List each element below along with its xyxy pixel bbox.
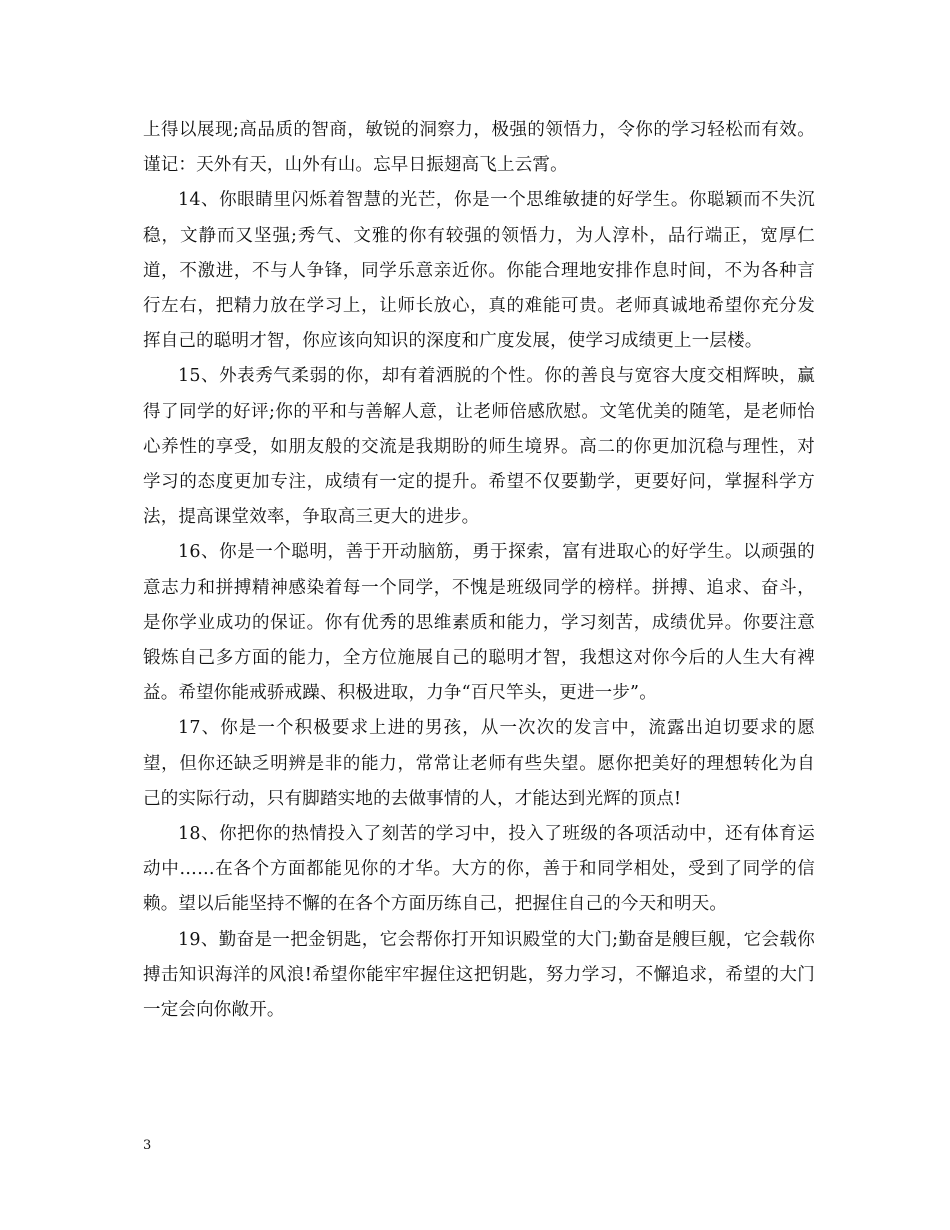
paragraph-16: 16、你是一个聪明，善于开动脑筋，勇于探索，富有进取心的好学生。以顽强的意志力和拼搏精神感染着每一个同学，不愧是班级同学的榜样。拼搏、追求、奋斗，是你学业成功的保证。你有优秀的思维素质和能力，学习刻苦，成绩优异。你要注意锻炼自己多方面的能力，全方位施展自己的聪明才智，我想这对你今后的人生大有裨益。希望你能戒骄戒躁、积极进取，力争“百尺竿头，更进一步”。 [143,542,815,704]
paragraph-15: 15、外表秀气柔弱的你，却有着洒脱的个性。你的善良与宽容大度交相辉映，赢得了同学的好评;你的平和与善解人意，让老师倍感欣慰。文笔优美的随笔，是老师怡心养性的享受，如朋友般的交流是我期盼的师生境界。高二的你更加沉稳与理性，对学习的态度更加专注，成绩有一定的提升。希望不仅要勤学，更要好问，掌握科学方法，提高课堂效率，争取高三更大的进步。 [143,366,815,528]
paragraph-18: 18、你把你的热情投入了刻苦的学习中，投入了班级的各项活动中，还有体育运动中……在各个方面都能见你的才华。大方的你，善于和同学相处，受到了同学的信赖。望以后能坚持不懈的在各个方面历练自己，把握住自己的今天和明天。 [143,824,815,915]
paragraph-14: 14、你眼睛里闪烁着智慧的光芒，你是一个思维敏捷的好学生。你聪颖而不失沉稳，文静而又坚强;秀气、文雅的你有较强的领悟力，为人淳朴，品行端正，宽厚仁道，不激进，不与人争锋，同学乐意亲近你。你能合理地安排作息时间，不为各种言行左右，把精力放在学习上，让师长放心，真的难能可贵。老师真诚地希望你充分发挥自己的聪明才智，你应该向知识的深度和广度发展，使学习成绩更上一层楼。 [143,190,815,352]
document-body [143,113,815,1028]
page-number: 3 [143,1138,152,1153]
paragraph-19: 19、勤奋是一把金钥匙，它会帮你打开知识殿堂的大门;勤奋是艘巨舰，它会载你搏击知识海洋的风浪!希望你能牢牢握住这把钥匙，努力学习，不懈追求，希望的大门一定会向你敞开。 [143,929,815,1021]
paragraph-continued: 上得以展现;高品质的智商，敏锐的洞察力，极强的领悟力，令你的学习轻松而有效。谨记：天外有天，山外有山。忘早日振翅高飞上云霄。 [143,120,815,176]
paragraph-17: 17、你是一个积极要求上进的男孩，从一次次的发言中，流露出迫切要求的愿望，但你还缺乏明辨是非的能力，常常让老师有些失望。愿你把美好的理想转化为自己的实际行动，只有脚踏实地的去做事情的人，才能达到光辉的顶点! [143,718,815,809]
